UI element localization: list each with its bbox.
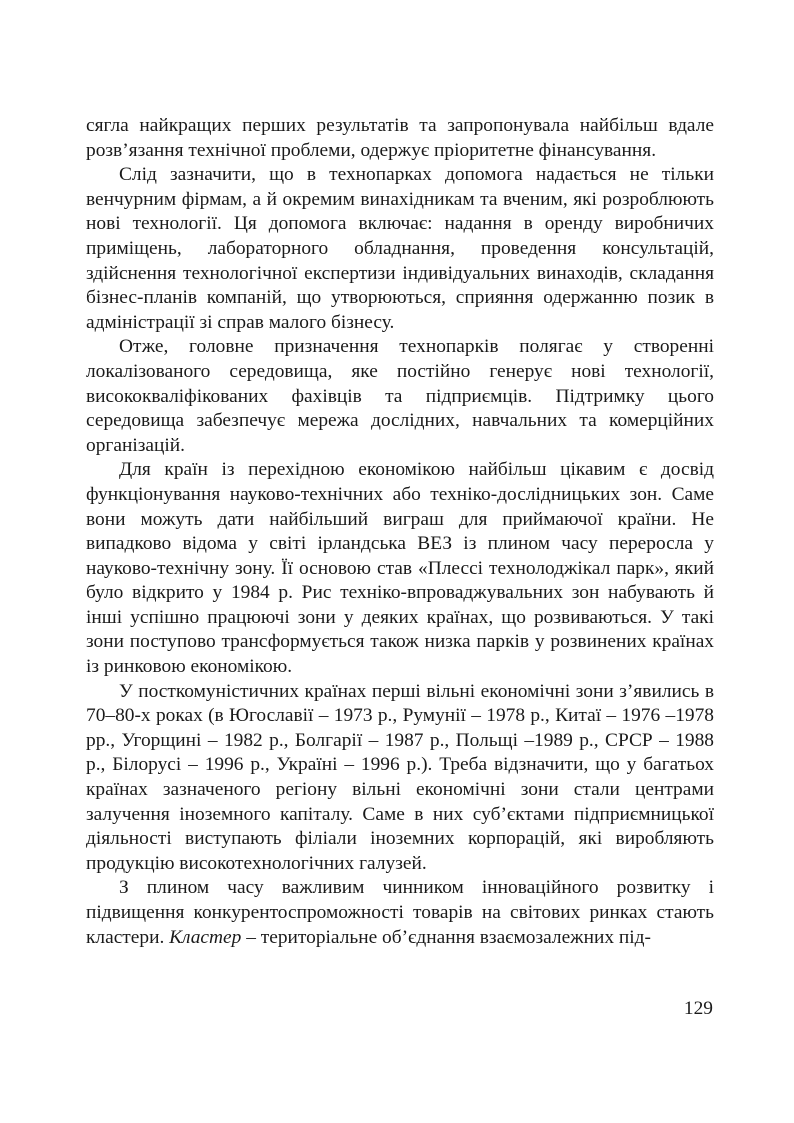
paragraph-5: У посткомуністичних країнах перші вільні економічні зони з’явились в 70–80-х роках (в Югославії – 1973 р., Румунії – 1978 р., Китаї – 1976 –1978 рр., Угорщині – 1982 р., Болгарії – 1987 р., Польщі –1989 р., СРСР – 1988 р., Білорусі – 1996 р., Україні – 1996 р.). Треба відзначити, що у багатьох країнах зазначеного регіону вільні економічні зони стали центрами залучення іноземного капіталу. Саме в них суб’єктами підприємницької діяльності виступають філіали іноземних корпорацій, які виробляють продукцію високотехнологічних галузей. <box>86 680 714 874</box>
cluster-term: Кластер <box>169 926 242 948</box>
paragraph-3: Отже, головне призначення технопарків полягає у створенні локалізованого середовища, яке постійно генерує нові технології, висококваліфікованих фахівців та підприємців. Підтримку цього середовища забезпечує мережа дослідних, навчальних та комерційних організацій. <box>86 336 714 456</box>
paragraph-2: Слід зазначити, що в технопарках допомога надається не тільки венчурним фірмам, а й окремим винахідникам та вченим, які розроблюють нові технології. Ця допомога включає: надання в оренду виробничих приміщень, лабораторного обладнання, проведення консультацій, здійснення технологічної експертизи індивідуальних винаходів, складання бізнес-планів компаній, що утворюються, сприяння одержанню позик в адміністрації зі справ малого бізнесу. <box>86 164 714 333</box>
paragraph-1: сягла найкращих перших результатів та запропонувала найбільш вдале розв’язання технічної проблеми, одержує пріоритетне фінансування. <box>86 115 714 161</box>
paragraph-4: Для країн із перехідною економікою найбільш цікавим є досвід функціонування науково-технічних або техніко-дослідницьких зон. Саме вони можуть дати найбільший виграш для приймаючої країни. Не випадково відома у світі ірландська ВЕЗ із плином часу переросла у науково-технічну зону. Її основою став «Плессі технолоджікал парк», який було відкрито у 1984 р. Рис техніко-впроваджувальних зон набувають й інші успішно працюючі зони у деяких країнах, що розвиваються. У такі зони поступово трансформується також низка парків у розвинених країнах із ринковою економікою. <box>86 459 714 678</box>
paragraph-6-lead: З плином часу важливим чинником інноваційного розвитку і підвищення конкурентоспроможності товарів на світових ринках стають кластери. <box>86 877 714 948</box>
paragraph-6 <box>86 876 714 950</box>
paragraph-6-tail: – територіальне об’єднання взаємозалежних під- <box>246 926 651 948</box>
page-body <box>86 114 714 950</box>
page-number: 129 <box>683 998 713 1019</box>
